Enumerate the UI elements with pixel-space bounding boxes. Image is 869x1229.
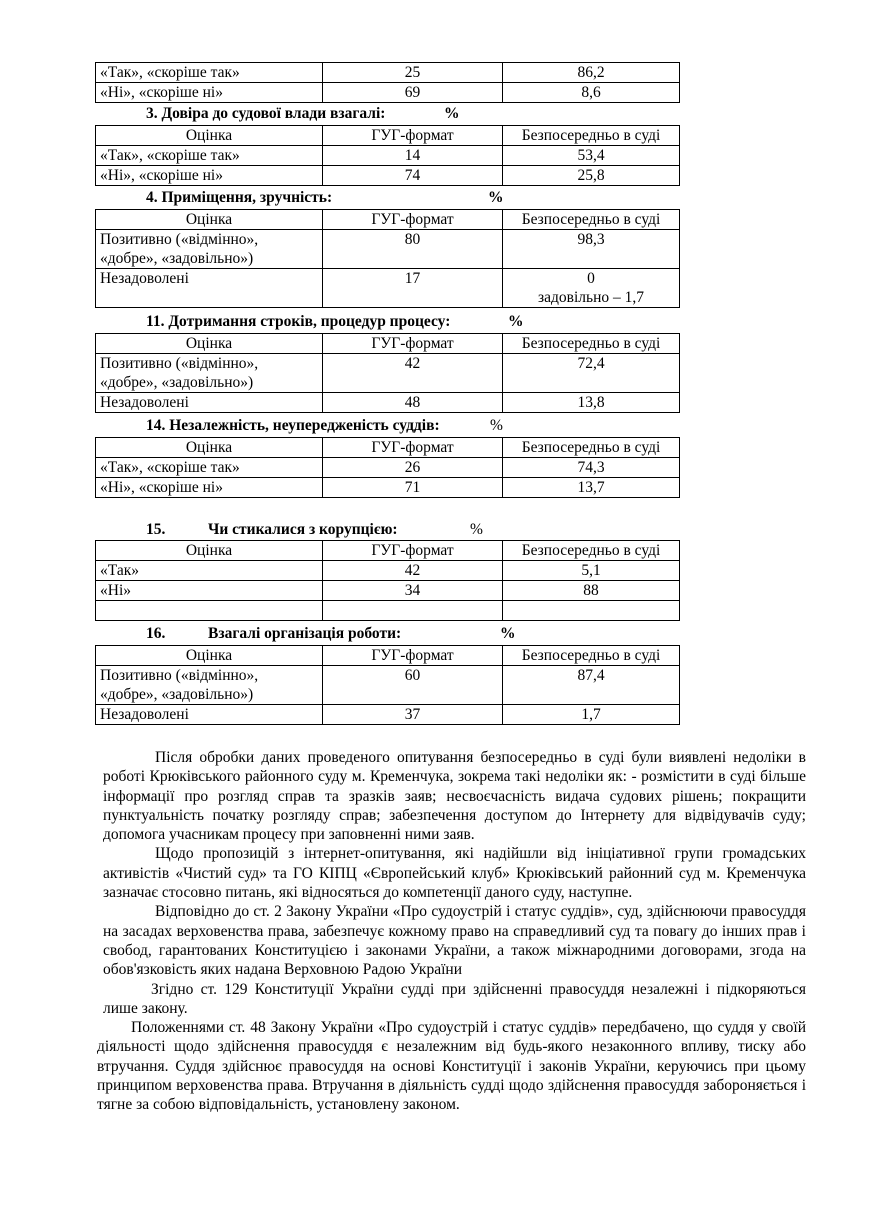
table-cell: «Ні», «скоріше ні» xyxy=(96,166,323,186)
table-cell: 88 xyxy=(503,581,680,601)
table-cell: 25,8 xyxy=(503,166,680,186)
column-header: Безпосередньо в суді xyxy=(503,646,680,666)
column-header: Оцінка xyxy=(96,438,323,458)
table-cell: 86,2 xyxy=(503,63,680,83)
table-cell: 8,6 xyxy=(503,83,680,103)
table-header-row xyxy=(96,126,680,146)
column-header: Оцінка xyxy=(96,210,323,230)
table-cell: 13,7 xyxy=(503,478,680,498)
table-row xyxy=(96,458,680,478)
table-cell: 17 xyxy=(323,269,503,308)
section-heading xyxy=(146,312,524,331)
paragraph: Щодо пропозицій з інтернет-опитування, які надійшли від ініціативної групи громадських активістів «Чистий суд» та ГО КІПЦ «Європейський клуб» Крюківський районний суд м. Кременчука зазначає стосовно питань, які відносяться до компетенції даного суду, наступне. xyxy=(103,845,806,902)
table-cell: «Ні» xyxy=(96,581,323,601)
paragraph: Згідно ст. 129 Конституції України судді при здійсненні правосуддя незалежні і підкоряються лише закону. xyxy=(103,980,806,1017)
section-heading xyxy=(146,520,483,539)
table-cell: 42 xyxy=(323,354,503,393)
table-cell: 74 xyxy=(323,166,503,186)
table-cell: 34 xyxy=(323,581,503,601)
column-header: ГУГ-формат xyxy=(323,541,503,561)
table-cell: «Так», «скоріше так» xyxy=(96,146,323,166)
table-row xyxy=(96,666,680,705)
section-unit: % xyxy=(470,521,483,538)
table-header-row xyxy=(96,334,680,354)
column-header: ГУГ-формат xyxy=(323,334,503,354)
table-cell: Позитивно («відмінно», «добре», «задовільно») xyxy=(96,230,323,269)
table-header-row xyxy=(96,438,680,458)
column-header: ГУГ-формат xyxy=(323,438,503,458)
table-cell: Позитивно («відмінно», «добре», «задовільно») xyxy=(96,666,323,705)
paragraph: Положеннями ст. 48 Закону України «Про судоустрій і статус суддів» передбачено, що суддя у своїй діяльності щодо здійснення правосуддя є незалежним від будь-якого незаконного впливу, тиску або втручання. Суддя здійснює правосуддя на основі Конституції і законів України, керуючись при цьому принципом верховенства права. Втручання в діяльність судді щодо здійснення правосуддя забороняється і тягне за собою відповідальність, установлену законом. xyxy=(97,1019,806,1114)
section-number: 16. xyxy=(146,625,166,642)
table-cell: «Ні», «скоріше ні» xyxy=(96,83,323,103)
table-row xyxy=(96,393,680,413)
table-cell: 71 xyxy=(323,478,503,498)
column-header: Безпосередньо в суді xyxy=(503,210,680,230)
paragraph: Відповідно до ст. 2 Закону України «Про судоустрій і статус суддів», суд, здійснюючи правосуддя на засадах верховенства права, забезпечує кожному право на справедливий суд та повагу до інших прав і свобод, гарантованих Конституцією і законами України, а також міжнародними договорами, згода на обов'язковість яких надана Верховною Радою України xyxy=(103,903,806,979)
table-row xyxy=(96,269,680,308)
table-corruption xyxy=(95,540,680,621)
table-cell: 87,4 xyxy=(503,666,680,705)
table-cell: 5,1 xyxy=(503,561,680,581)
table-cell: Позитивно («відмінно», «добре», «задовільно») xyxy=(96,354,323,393)
table-row xyxy=(96,63,680,83)
column-header: Безпосередньо в суді xyxy=(503,438,680,458)
table-cell xyxy=(96,601,323,621)
table-deadlines xyxy=(95,333,680,413)
table-cell: «Так» xyxy=(96,561,323,581)
section-title: 4. Приміщення, зручність: xyxy=(146,189,333,206)
table-cell: «Так», «скоріше так» xyxy=(96,63,323,83)
table-row xyxy=(96,478,680,498)
table-cell: 53,4 xyxy=(503,146,680,166)
table-row xyxy=(96,230,680,269)
table-cell: 80 xyxy=(323,230,503,269)
column-header: Оцінка xyxy=(96,334,323,354)
section-unit: % xyxy=(508,313,524,330)
column-header: ГУГ-формат xyxy=(323,126,503,146)
table-cell: 48 xyxy=(323,393,503,413)
column-header: ГУГ-формат xyxy=(323,646,503,666)
table-continuation xyxy=(95,62,680,103)
table-cell: 0 задовільно – 1,7 xyxy=(503,269,680,308)
column-header: Безпосередньо в суді xyxy=(503,126,680,146)
section-heading xyxy=(146,624,516,643)
body-text xyxy=(97,748,806,1115)
table-cell: 74,3 xyxy=(503,458,680,478)
section-title: 14. Незалежність, неупередженість суддів: xyxy=(146,417,440,434)
table-row xyxy=(96,601,680,621)
table-header-row xyxy=(96,646,680,666)
table-cell: 14 xyxy=(323,146,503,166)
column-header: ГУГ-формат xyxy=(323,210,503,230)
table-cell xyxy=(503,601,680,621)
column-header: Безпосередньо в суді xyxy=(503,541,680,561)
table-organization xyxy=(95,645,680,725)
section-heading xyxy=(146,416,503,435)
table-row xyxy=(96,166,680,186)
table-cell: 98,3 xyxy=(503,230,680,269)
section-title: Взагалі організація роботи: xyxy=(208,625,402,642)
section-unit: % xyxy=(444,105,460,122)
section-title: 11. Дотримання строків, процедур процесу: xyxy=(146,313,451,330)
table-row xyxy=(96,561,680,581)
table-cell: Незадоволені xyxy=(96,269,323,308)
table-row xyxy=(96,146,680,166)
table-cell: 37 xyxy=(323,705,503,725)
table-row xyxy=(96,581,680,601)
table-cell: 13,8 xyxy=(503,393,680,413)
column-header: Оцінка xyxy=(96,646,323,666)
table-cell: Незадоволені xyxy=(96,393,323,413)
section-unit: % xyxy=(488,189,504,206)
section-unit: % xyxy=(490,417,503,434)
table-cell: 60 xyxy=(323,666,503,705)
table-cell: 42 xyxy=(323,561,503,581)
table-row xyxy=(96,705,680,725)
section-unit: % xyxy=(500,625,516,642)
table-row xyxy=(96,354,680,393)
table-cell: 26 xyxy=(323,458,503,478)
column-header: Оцінка xyxy=(96,541,323,561)
table-cell: 1,7 xyxy=(503,705,680,725)
section-number: 15. xyxy=(146,521,166,538)
section-heading xyxy=(146,188,504,207)
table-cell: «Так», «скоріше так» xyxy=(96,458,323,478)
table-header-row xyxy=(96,210,680,230)
table-cell: «Ні», «скоріше ні» xyxy=(96,478,323,498)
column-header: Безпосередньо в суді xyxy=(503,334,680,354)
table-cell: 25 xyxy=(323,63,503,83)
table-header-row xyxy=(96,541,680,561)
column-header: Оцінка xyxy=(96,126,323,146)
table-premises xyxy=(95,209,680,308)
section-title: 3. Довіра до судової влади взагалі: xyxy=(146,105,386,122)
table-cell: 69 xyxy=(323,83,503,103)
paragraph: Після обробки даних проведеного опитування безпосередньо в суді були виявлені недоліки в роботі Крюківського районного суду м. Кременчука, зокрема такі недоліки як: - розмістити в суді більше інформації про розгляд справ та зразків заяв; несвоєчасність видача судових рішень; покращити пунктуальність початку розгляду справ; забезпечення доступом до Інтернету для відвідувачів суду; допомога учасникам процесу при заповненні ними заяв. xyxy=(103,749,806,844)
table-cell: 72,4 xyxy=(503,354,680,393)
section-heading xyxy=(146,104,460,123)
table-independence xyxy=(95,437,680,498)
table-trust xyxy=(95,125,680,186)
table-row xyxy=(96,83,680,103)
section-title: Чи стикалися з корупцією: xyxy=(208,521,398,538)
table-cell: Незадоволені xyxy=(96,705,323,725)
table-cell xyxy=(323,601,503,621)
